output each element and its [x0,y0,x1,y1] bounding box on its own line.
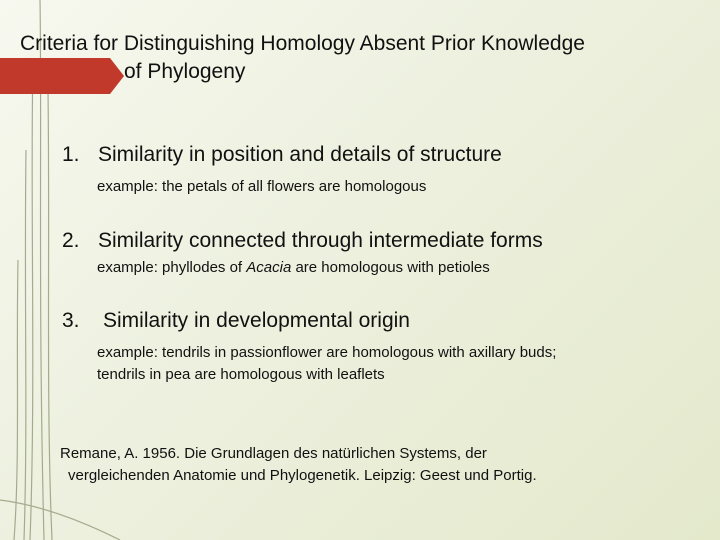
decor-line [48,90,52,540]
reference-line2: vergleichenden Anatomie und Phylogenetik. Leipzig: Geest und Portig. [68,467,537,484]
slide-title-line1: Criteria for Distinguishing Homology Absent Prior Knowledge [20,32,585,55]
criterion-example-3 [97,342,697,386]
example-italic-genus: Acacia [246,259,292,276]
slide-title [0,30,700,86]
criterion-item-1 [62,143,702,167]
decor-line [0,500,120,540]
reference-citation [60,443,700,487]
criterion-text: Similarity connected through intermediate forms [98,229,543,252]
example-prefix: example: phyllodes of [97,259,247,276]
slide-title-line2: of Phylogeny [124,60,246,83]
decor-line [24,150,26,540]
criterion-text: Similarity in developmental origin [103,309,410,332]
example-line1: example: tendrils in passionflower are homologous with axillary buds; [97,344,557,361]
decor-line [30,60,33,540]
criterion-number: 1. [62,143,80,166]
criterion-example-1: example: the petals of all flowers are homologous [97,178,427,195]
example-suffix: are homologous with petioles [291,259,490,276]
criterion-text: Similarity in position and details of structure [98,143,502,166]
criterion-number: 2. [62,229,80,252]
criterion-number: 3. [62,309,80,332]
reference-line1: Remane, A. 1956. Die Grundlagen des natürlichen Systems, der [60,445,487,462]
criterion-item-3 [62,309,702,333]
decor-line [14,260,18,540]
criterion-example-2 [97,257,697,279]
example-line2: tendrils in pea are homologous with leaflets [97,366,385,383]
criterion-item-2 [62,229,702,253]
